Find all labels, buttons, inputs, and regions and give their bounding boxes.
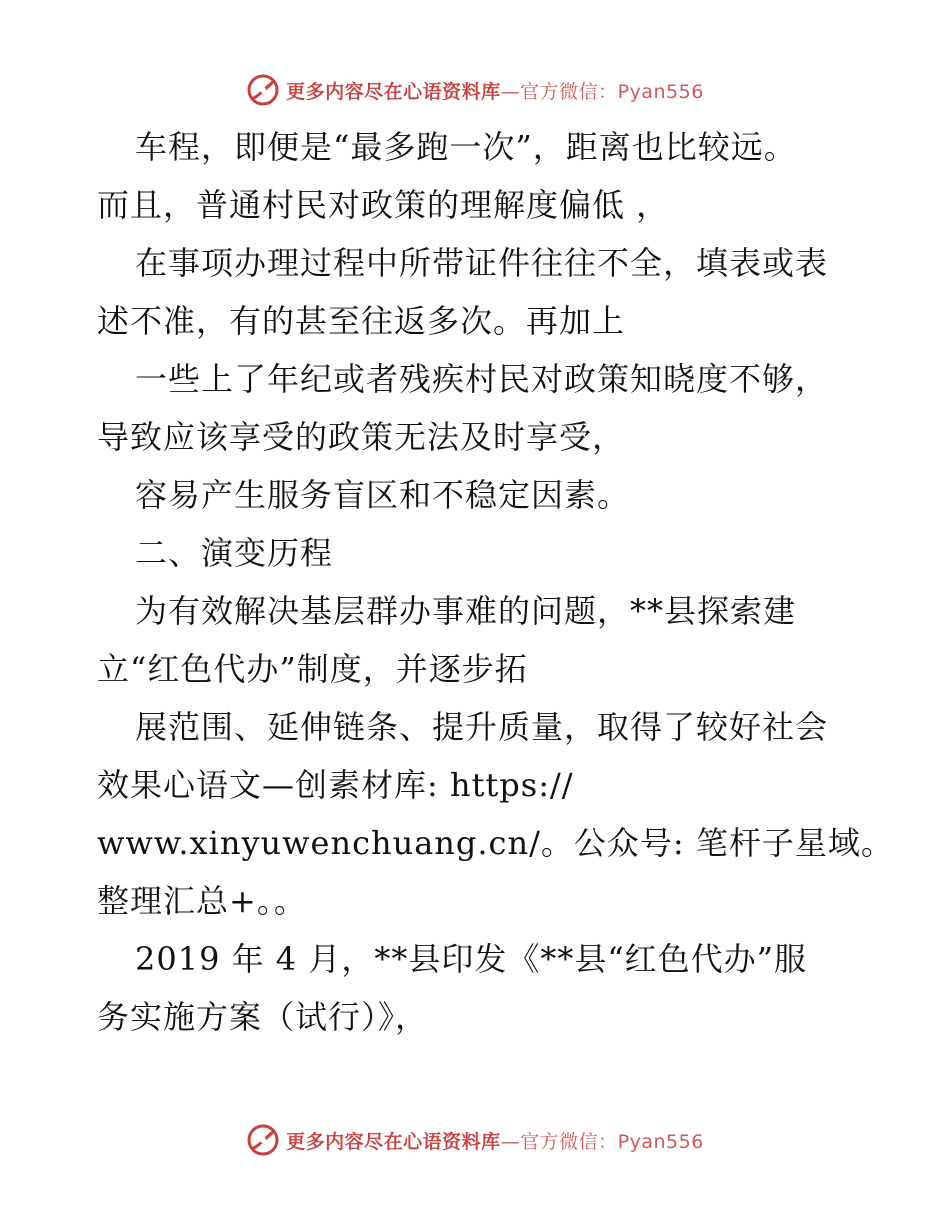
ink-pen-logo-icon	[246, 73, 280, 107]
header-right-text: 官方微信：Pyan556	[520, 80, 704, 103]
body-line: 展范围、延伸链条、提升质量，取得了较好社会	[135, 708, 829, 746]
body-line: 整理汇总+。。	[97, 882, 307, 920]
body-line: 二、演变历程	[135, 534, 334, 572]
body-line: 立“红色代办”制度，并逐步拓	[97, 650, 528, 688]
body-line: 导致应该享受的政策无法及时享受，	[97, 418, 626, 456]
document-body	[97, 118, 894, 1046]
header-banner-text	[286, 77, 704, 104]
header-left-text: 更多内容尽在心语资料库	[286, 80, 501, 103]
footer-dash: —	[500, 1130, 521, 1153]
body-line: 务实施方案（试行）》，	[97, 998, 429, 1036]
body-line: 为有效解决基层群办事难的问题，**县探索建	[135, 592, 797, 630]
footer-right-text: 官方微信：Pyan556	[520, 1130, 704, 1153]
body-line: 而且，普通村民对政策的理解度偏低 ，	[97, 186, 670, 224]
footer-banner-text	[286, 1127, 704, 1154]
body-line: 在事项办理过程中所带证件往往不全，填表或表	[135, 244, 829, 282]
footer-banner	[0, 1120, 950, 1160]
body-line: www.xinyuwenchuang.cn/。公众号: 笔杆子星域。	[97, 824, 894, 862]
body-line: 述不准，有的甚至往返多次。再加上	[97, 302, 626, 340]
body-line: 2019 年 4 月，**县印发《**县“红色代办”服	[135, 940, 808, 978]
footer-left-text: 更多内容尽在心语资料库	[286, 1130, 501, 1153]
ink-pen-logo-icon	[246, 1123, 280, 1157]
header-dash: —	[500, 80, 521, 103]
header-banner	[0, 70, 950, 110]
body-line: 一些上了年纪或者残疾村民对政策知晓度不够，	[135, 360, 829, 398]
body-line: 容易产生服务盲区和不稳定因素。	[135, 476, 631, 514]
body-line: 车程，即便是“最多跑一次”，距离也比较远。	[135, 128, 797, 166]
body-line: 效果心语文—创素材库: https://	[97, 766, 574, 804]
